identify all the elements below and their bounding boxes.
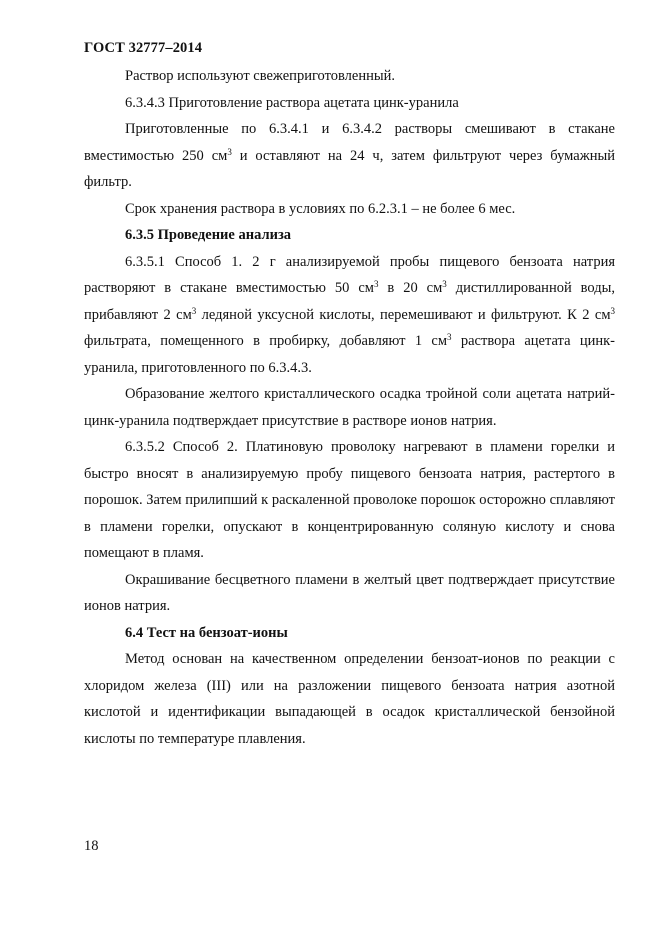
text-fragment: раствора ацетата цинк-уранила, приготовленного по 6.3.4.3. — [84, 333, 615, 376]
paragraph-fresh-solution: Раствор используют свежеприготовленный. — [125, 68, 395, 84]
text-fragment: фильтрата, помещенного в пробирку, добавляют 1 см — [84, 333, 448, 349]
paragraph-method-1 — [84, 249, 615, 382]
paragraph-storage: Срок хранения раствора в условиях по 6.2.3.1 – не более 6 мес. — [125, 200, 516, 217]
text-fragment: и оставляют на 24 ч, затем фильтруют через бумажный фильтр. — [84, 147, 615, 190]
superscript: 3 — [610, 305, 615, 316]
paragraph-6-3-4-3: 6.3.4.3 Приготовление раствора ацетата цинк-уранила — [125, 94, 459, 111]
text-fragment: в 20 см — [378, 280, 443, 296]
superscript: 3 — [442, 279, 447, 289]
paragraph-method-2: 6.3.5.2 Способ 2. Платиновую проволоку нагревают в пламени горелки и быстро вносят в анализируемую пробу пищевого бензоата натрия, растертого в порошок. Затем прилипший к раскаленной проволоке порошок осторожно сплавляют в пламени горелки, опускают в концентрированную соляную кислоту и снова помещают в пламя. — [84, 439, 615, 561]
document-body — [84, 63, 615, 752]
page-number: 18 — [84, 838, 99, 854]
text-fragment: Приготовленные по 6.3.4.1 и 6.3.4.2 растворы смешивают в стакане вместимостью 250 см — [84, 121, 615, 164]
text-fragment: ледяной уксусной кислоты, перемешивают и фильтруют. К 2 см — [196, 306, 611, 323]
section-heading-6-3-5: 6.3.5 Проведение анализа — [125, 227, 292, 243]
superscript: 3 — [191, 305, 197, 316]
superscript: 3 — [373, 279, 379, 289]
text-fragment: 6.3.5.1 Способ 1. 2 г анализируемой пробы пищевого бензоата натрия растворяют в стакане вместимостью 50 см — [84, 253, 615, 296]
superscript: 3 — [447, 332, 452, 342]
document-header: ГОСТ 32777–2014 — [84, 40, 203, 56]
section-heading-6-4: 6.4 Тест на бензоат-ионы — [125, 624, 288, 641]
text-fragment: дистиллированной воды, прибавляют 2 см — [84, 280, 615, 323]
paragraph-flame-color: Окрашивание бесцветного пламени в желтый цвет подтверждает присутствие ионов натрия. — [84, 571, 615, 614]
paragraph-mixing — [84, 116, 615, 196]
paragraph-precipitate: Образование желтого кристаллического осадка тройной соли ацетата натрий-цинк-уранила подтверждает присутствие в растворе ионов натрия. — [84, 386, 615, 429]
paragraph-benzoate-method: Метод основан на качественном определении бензоат-ионов по реакции с хлоридом железа (III) или на разложении пищевого бензоата натрия азотной кислотой и идентификации выпадающей в осадок кристаллической бензойной кислоты по температуре плавления. — [84, 651, 615, 747]
superscript: 3 — [227, 146, 232, 157]
